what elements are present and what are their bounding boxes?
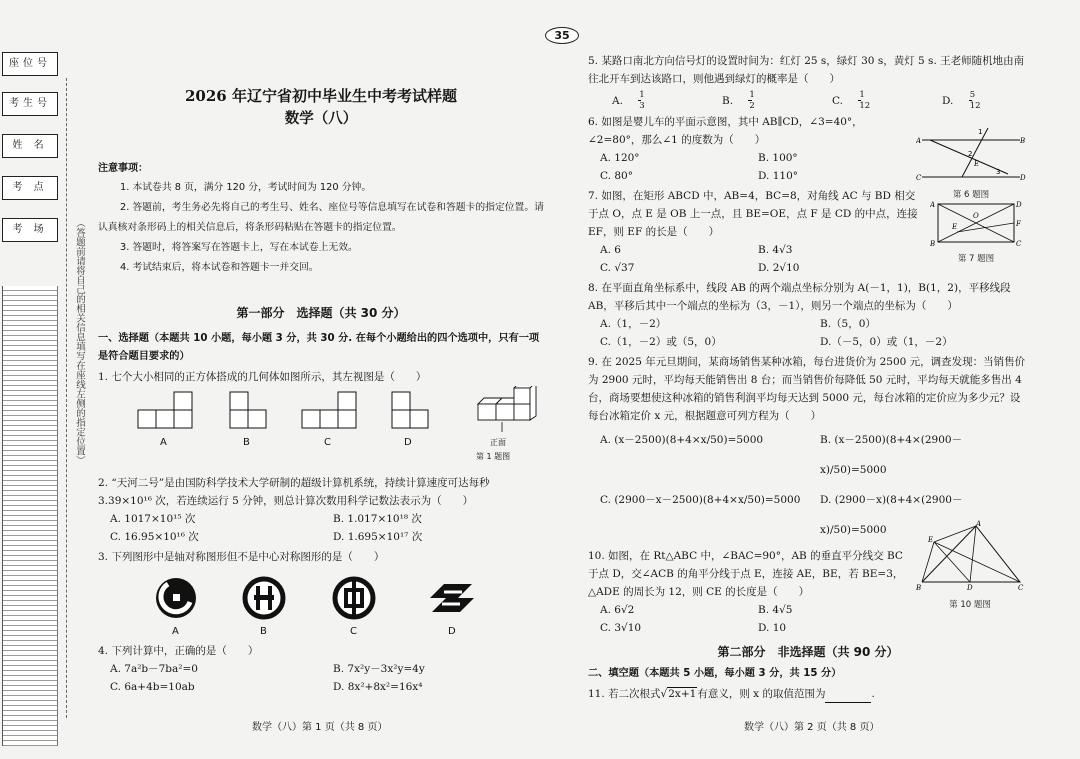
notice-item: 1. 本试卷共 8 页，满分 120 分，考试时间为 120 分钟。	[120, 182, 372, 193]
svg-text:E: E	[974, 160, 980, 168]
q5-option	[918, 90, 1028, 111]
q5-options	[588, 90, 1028, 111]
notice-heading: 注意事项：	[98, 163, 148, 174]
q3-label: D	[448, 626, 456, 637]
binding-strip	[0, 48, 95, 748]
q11-root: √2x+1	[660, 688, 697, 700]
question-2: 2. “天河二号”是由国防科学技术大学研制的超级计算机系统，持续计算速度可达每秒 3.39×10¹⁶ 次，若连续运行 5 分钟，则总计算次数用科学记数法表示为（ ）	[98, 477, 490, 507]
q5-option	[808, 90, 918, 111]
notice-item: 2. 答题前，考生务必先将自己的考生号、姓名、座位号等信息填写在试卷和答题卡的指定位置。请认真核对条形码上的相关信息后，将条形码粘贴在答题卡的指定位置。	[98, 202, 544, 233]
q5-denominator: 12	[859, 101, 871, 111]
figure-7	[930, 198, 1022, 264]
q5-fraction	[736, 90, 761, 111]
q1-label: B	[243, 437, 250, 448]
svg-text:D: D	[967, 584, 973, 592]
figure-6	[916, 122, 1026, 200]
part-two-heading: 第二部分 非选择题（共 90 分）	[717, 645, 899, 659]
q3-label: C	[350, 626, 357, 637]
q5-numerator: 5	[969, 90, 976, 100]
q7-option: C. √37	[600, 262, 635, 274]
seal-line	[66, 78, 67, 718]
section-one-heading	[98, 330, 544, 366]
q1-option-a-view	[138, 392, 192, 428]
binding-note: （答题前请将自己的相关信息填写在座线左侧的指定位置）	[74, 218, 85, 465]
right-page-footer: 数学（八）第 2 页（共 8 页）	[744, 722, 880, 733]
svg-text:F: F	[1016, 220, 1021, 228]
question-9: 9. 在 2025 年元旦期间，某商场销售某种冰箱，每台进货价为 2500 元，调查发现：当销售价为 2900 元时，平均每天能销售出 8 台；而当销售价每降低 50 元时，平均每天就能多售出 4 台，商场要想使这种冰箱的销售利润平均每天达到 5000 元，每台冰箱的定价应为多少元？设每台冰箱定价 x 元，根据题意可列方程为（ ）	[588, 356, 1026, 422]
question-1: 1. 七个大小相同的正方体搭成的几何体如图所示，其左视图是（ ）	[98, 371, 427, 383]
q8-option: C.（1，－2）或（5，0）	[600, 336, 722, 348]
svg-text:D: D	[1020, 174, 1026, 182]
q4-option: D. 8x²+8x²=16x⁴	[333, 681, 423, 693]
q6-option: A. 120°	[600, 152, 640, 164]
q3-logo-b	[245, 579, 283, 617]
svg-text:A: A	[916, 137, 922, 145]
svg-text:B: B	[916, 584, 922, 592]
q6-option: C. 80°	[600, 170, 633, 182]
figure-7-diagram	[930, 198, 1022, 248]
figure-10	[914, 520, 1026, 610]
q1-label: C	[324, 437, 331, 448]
exam-subtitle: 数学（八）	[284, 110, 358, 127]
q3-label: A	[172, 626, 179, 637]
q1-label: A	[160, 437, 167, 448]
q2-options	[98, 510, 544, 546]
figure-7-caption: 第 7 题图	[957, 254, 995, 264]
svg-text:C: C	[916, 174, 922, 182]
q5-numerator: 1	[859, 90, 865, 100]
question-3: 3. 下列图形中是轴对称图形但不是中心对称图形的是（ ）	[98, 551, 385, 563]
q11-text-b: 有意义，则 x 的取值范围为	[697, 688, 826, 700]
svg-text:O: O	[973, 212, 979, 220]
q2-option: D. 1.695×10¹⁷ 次	[333, 531, 423, 543]
q1-options-row	[98, 386, 544, 472]
svg-text:C: C	[1018, 584, 1024, 592]
q5-option	[588, 90, 698, 111]
question-8: 8. 在平面直角坐标系中，线段 AB 的两个端点坐标分别为 A(－1，1)，B(1，2)，平移线段 AB，平移后其中一个端点的坐标为（3，－1），则另一个端点的坐标为（ ）	[588, 282, 1011, 312]
q8-option: D.（－5，0）或（1，－2）	[820, 336, 953, 348]
svg-text:D: D	[1016, 201, 1022, 209]
q3-options-row	[98, 566, 544, 636]
q9-option: A. (x－2500)(8+4×x/50)=5000	[600, 434, 764, 446]
q5-denominator: 3	[639, 101, 645, 111]
q8-option: B.（5，0）	[820, 318, 876, 330]
exam-title: 2026 年辽宁省初中毕业生中考考试样题	[185, 87, 457, 105]
svg-text:B: B	[930, 240, 936, 248]
question-7: 7. 如图，在矩形 ABCD 中，AB=4，BC=8，对角线 AC 与 BD 相交于点 O，点 E 是 OB 上一点，且 BE=OE，点 F 是 CD 的中点，连接 EF，则 EF 的长是（ ）	[588, 190, 918, 238]
q10-options	[588, 601, 904, 637]
q1-option-d-view	[392, 392, 428, 428]
svg-text:A: A	[976, 520, 982, 528]
svg-text:E: E	[928, 536, 934, 544]
q8-option: A.（1，－2）	[600, 318, 667, 330]
page-number-badge: 35	[545, 27, 579, 44]
barcode-stripes	[2, 286, 58, 746]
q10-option: A. 6√2	[600, 604, 635, 616]
q5-numerator: 1	[749, 90, 755, 100]
q10-option: B. 4√5	[758, 604, 793, 616]
q1-label: D	[404, 437, 412, 448]
q9-option: D. (2900－x)(8+4×(2900－x)/50)=5000	[820, 494, 963, 536]
figure-6-caption: 第 6 题图	[952, 190, 990, 200]
q9-option: B. (x－2500)(8+4×(2900－x)/50)=5000	[820, 434, 963, 476]
exam-room-box: 考 场	[2, 218, 58, 242]
exam-number-box: 考生号	[2, 92, 58, 116]
svg-text:A: A	[930, 201, 936, 209]
q3-logos	[98, 566, 544, 636]
q4-option: C. 6a+4b=10ab	[110, 681, 195, 693]
q5-option-letter: A.	[612, 94, 623, 107]
q3-logo-d	[430, 584, 474, 612]
q11-answer-blank	[825, 691, 871, 703]
q10-option: C. 3√10	[600, 622, 642, 634]
q10-option: D. 10	[758, 622, 787, 634]
q1-option-b-view	[230, 392, 266, 428]
q7-option: A. 6	[600, 244, 621, 256]
q3-label: B	[260, 626, 267, 637]
question-5: 5. 某路口南北方向信号灯的设置时间为：红灯 25 s，绿灯 30 s，黄灯 5 s. 王老师随机地由南往北开车到达该路口，则他遇到绿灯的概率是（ ）	[588, 55, 1025, 85]
figure-6-diagram	[916, 122, 1026, 184]
svg-text:C: C	[1016, 240, 1022, 248]
q1-front-label: 正面	[490, 438, 506, 447]
section-two-heading: 二、填空题（本题共 5 小题，每小题 3 分，共 15 分）	[588, 668, 842, 679]
q3-logo-a	[156, 578, 196, 618]
q5-fraction	[846, 90, 871, 111]
q1-solid-figure	[478, 386, 536, 420]
notice-block	[98, 160, 544, 278]
q6-option: B. 100°	[758, 152, 798, 164]
question-11: 11. 若二次根式√2x+1有意义，则 x 的取值范围为 .	[588, 685, 1028, 703]
q11-radicand: 2x+1	[668, 688, 697, 700]
q5-fraction	[626, 90, 651, 111]
question-10: 10. 如图，在 Rt△ABC 中，∠BAC=90°，AB 的垂直平分线交 BC 于点 D，交∠ACB 的角平分线于点 E，连接 AE，BE，若 BE=3，△ADE 的周长为 12，则 CE 的长度是（ ）	[588, 550, 904, 598]
notice-item: 4. 考试结束后，将本试卷和答题卡一并交回。	[120, 262, 319, 273]
q5-numerator: 1	[639, 90, 645, 100]
q2-option: C. 16.95×10¹⁶ 次	[110, 531, 199, 543]
left-page-footer: 数学（八）第 1 页（共 8 页）	[252, 722, 388, 733]
q8-options	[588, 315, 1028, 351]
figure-10-diagram	[914, 520, 1026, 594]
svg-text:B: B	[1020, 137, 1026, 145]
q5-denominator: 2	[749, 101, 755, 111]
q2-option: A. 1017×10¹⁵ 次	[110, 513, 196, 525]
q1-figure-caption: 第 1 题图	[476, 452, 511, 461]
notice-item: 3. 答题时，将答案写在答题卡上，写在本试卷上无效。	[120, 242, 358, 253]
q7-options	[588, 241, 904, 277]
q5-option	[698, 90, 808, 111]
q5-fraction	[957, 90, 982, 111]
name-box: 姓 名	[2, 134, 58, 158]
q7-option: B. 4√3	[758, 244, 793, 256]
svg-text:1: 1	[978, 128, 983, 136]
q5-option-letter: B.	[722, 94, 734, 107]
q4-option: A. 7a²b－7ba²=0	[110, 663, 198, 675]
q5-option-letter: C.	[832, 94, 843, 107]
q6-options	[588, 149, 904, 185]
q4-option: B. 7x²y－3x²y=4y	[333, 663, 425, 675]
left-page	[98, 50, 544, 696]
q3-logo-c	[335, 579, 373, 617]
svg-text:3: 3	[996, 168, 1001, 176]
q7-option: D. 2√10	[758, 262, 800, 274]
q5-option-letter: D.	[942, 94, 954, 107]
q6-option: D. 110°	[758, 170, 799, 182]
figure-10-caption: 第 10 题图	[949, 600, 991, 610]
q2-option: B. 1.017×10¹⁸ 次	[333, 513, 422, 525]
q4-options	[98, 660, 544, 696]
seat-number-box: 座位号	[2, 52, 58, 76]
exam-site-box: 考 点	[2, 176, 58, 200]
part-one-heading: 第一部分 选择题（共 30 分）	[236, 306, 406, 320]
question-4: 4. 下列计算中，正确的是（ ）	[98, 645, 259, 657]
svg-text:2: 2	[968, 150, 973, 158]
q5-denominator: 12	[969, 101, 981, 111]
q11-text-a: 11. 若二次根式	[588, 688, 661, 700]
question-6: 6. 如图是婴儿车的平面示意图，其中 AB∥CD，∠3=40°，∠2=80°，那么∠1 的度数为（ ）	[588, 116, 863, 146]
svg-text:E: E	[952, 223, 958, 231]
q9-option: C. (2900－x－2500)(8+4×x/50)=5000	[600, 494, 801, 506]
q1-option-c-view	[302, 392, 356, 428]
section-one-text: 一、选择题（本题共 10 小题，每小题 3 分，共 30 分. 在每个小题给出的四个选项中，只有一项是符合题目要求的）	[98, 333, 540, 362]
